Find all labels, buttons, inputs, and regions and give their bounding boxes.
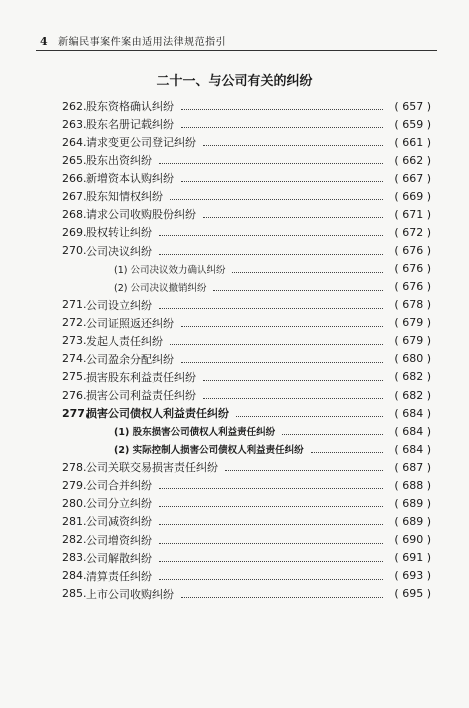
entry-page: ( 667 ) (394, 171, 431, 185)
table-of-contents (62, 97, 431, 603)
entry-page: ( 688 ) (394, 478, 431, 492)
toc-entry[interactable] (62, 242, 431, 260)
entry-number: 271. (62, 298, 87, 312)
entry-title: 公司合并纠纷 (86, 479, 152, 493)
entry-title: 公司增资纠纷 (86, 533, 152, 547)
dot-leader (181, 361, 383, 363)
dot-leader (203, 216, 383, 218)
entry-number: 269. (62, 225, 87, 239)
entry-title: 公司减资纠纷 (86, 515, 152, 529)
toc-entry[interactable] (62, 314, 431, 332)
dot-leader (181, 325, 383, 327)
entry-page: ( 684 ) (394, 406, 431, 420)
toc-subentry[interactable] (62, 260, 431, 278)
entry-page: ( 684 ) (394, 442, 431, 456)
entry-title: (1) 股东损害公司债权人利益责任纠纷 (114, 427, 276, 439)
entry-page: ( 679 ) (394, 334, 431, 348)
dot-leader (181, 108, 383, 110)
entry-title: 公司设立纠纷 (86, 298, 152, 312)
entry-title: 损害公司债权人利益责任纠纷 (86, 407, 229, 421)
entry-page: ( 676 ) (394, 244, 431, 258)
entry-page: ( 691 ) (394, 551, 431, 565)
dot-leader (232, 271, 383, 273)
entry-number: 262. (62, 99, 87, 113)
entry-title: 清算责任纠纷 (86, 569, 152, 583)
entry-title: 公司决议纠纷 (86, 244, 152, 258)
entry-title: 请求公司收购股份纠纷 (86, 208, 196, 222)
toc-entry[interactable] (62, 187, 431, 205)
dot-leader (159, 505, 383, 507)
entry-number: 272. (62, 316, 87, 330)
entry-title: 股东出资纠纷 (86, 154, 152, 168)
dot-leader (159, 307, 383, 309)
entry-page: ( 657 ) (394, 99, 431, 113)
entry-page: ( 682 ) (394, 370, 431, 384)
toc-subentry[interactable] (62, 422, 431, 440)
dot-leader (159, 523, 383, 525)
entry-page: ( 672 ) (394, 225, 431, 239)
entry-number: 267. (62, 189, 87, 203)
entry-page: ( 679 ) (394, 316, 431, 330)
entry-number: 285. (62, 587, 87, 601)
dot-leader (236, 415, 383, 417)
entry-page: ( 689 ) (394, 514, 431, 528)
entry-page: ( 693 ) (394, 569, 431, 583)
entry-title: 股东名册记载纠纷 (86, 118, 174, 132)
entry-title: 公司解散纠纷 (86, 551, 152, 565)
entry-title: 公司关联交易损害责任纠纷 (86, 461, 218, 475)
entry-page: ( 662 ) (394, 153, 431, 167)
dot-leader (170, 198, 383, 200)
entry-page: ( 687 ) (394, 460, 431, 474)
entry-page: ( 676 ) (394, 280, 431, 294)
entry-page: ( 661 ) (394, 135, 431, 149)
dot-leader (203, 397, 383, 399)
entry-title: 新增资本认购纠纷 (86, 172, 174, 186)
entry-number: 284. (62, 569, 87, 583)
entry-title: 上市公司收购纠纷 (86, 587, 174, 601)
dot-leader (181, 180, 383, 182)
toc-entry[interactable] (62, 350, 431, 368)
dot-leader (181, 126, 383, 128)
entry-number: 265. (62, 153, 87, 167)
toc-entry[interactable] (62, 585, 431, 603)
toc-entry[interactable] (62, 223, 431, 241)
entry-title: 损害股东利益责任纠纷 (86, 370, 196, 384)
toc-entry[interactable] (62, 512, 431, 530)
dot-leader (213, 289, 383, 291)
entry-title: 公司证照返还纠纷 (86, 316, 174, 330)
toc-entry[interactable] (62, 458, 431, 476)
entry-number: 276. (62, 388, 87, 402)
toc-entry[interactable] (62, 97, 431, 115)
dot-leader (159, 234, 383, 236)
entry-number: 278. (62, 460, 87, 474)
entry-number: 281. (62, 514, 87, 528)
entry-title: (2) 实际控制人损害公司债权人利益责任纠纷 (114, 445, 304, 457)
toc-entry[interactable] (62, 368, 431, 386)
entry-page: ( 695 ) (394, 587, 431, 601)
toc-subentry[interactable] (62, 440, 431, 458)
toc-entry[interactable] (62, 494, 431, 512)
toc-entry[interactable] (62, 386, 431, 404)
entry-title: 发起人责任纠纷 (86, 334, 163, 348)
entry-number: 275. (62, 370, 87, 384)
dot-leader (203, 379, 383, 381)
entry-number: 268. (62, 207, 87, 221)
toc-entry[interactable] (62, 133, 431, 151)
dot-leader (170, 343, 383, 345)
toc-entry[interactable] (62, 115, 431, 133)
entry-title: 请求变更公司登记纠纷 (86, 136, 196, 150)
entry-title: 股权转让纠纷 (86, 226, 152, 240)
toc-entry[interactable] (62, 205, 431, 223)
entry-number: 263. (62, 117, 87, 131)
section-title: 二十一、与公司有关的纠纷 (156, 74, 313, 89)
entry-page: ( 690 ) (394, 533, 431, 547)
entry-number: 273. (62, 334, 87, 348)
toc-entry[interactable] (62, 404, 431, 422)
toc-entry[interactable] (62, 476, 431, 494)
entry-number: 270. (62, 244, 87, 258)
book-title: 新编民事案件案由适用法律规范指引 (58, 37, 227, 48)
toc-entry[interactable] (62, 151, 431, 169)
entry-title: 损害公司利益责任纠纷 (86, 389, 196, 403)
toc-entry[interactable] (62, 531, 431, 549)
entry-title: (2) 公司决议撤销纠纷 (114, 282, 207, 294)
entry-page: ( 676 ) (394, 262, 431, 276)
entry-page: ( 678 ) (394, 298, 431, 312)
entry-page: ( 684 ) (394, 424, 431, 438)
dot-leader (159, 578, 383, 580)
toc-entry[interactable] (62, 296, 431, 314)
dot-leader (159, 253, 383, 255)
dot-leader (181, 596, 383, 598)
entry-number: 283. (62, 551, 87, 565)
entry-page: ( 669 ) (394, 189, 431, 203)
entry-number: 264. (62, 135, 87, 149)
toc-entry[interactable] (62, 549, 431, 567)
page-number: 4 (40, 35, 49, 48)
toc-entry[interactable] (62, 169, 431, 187)
dot-leader (225, 469, 383, 471)
dot-leader (159, 487, 383, 489)
entry-page: ( 659 ) (394, 117, 431, 131)
entry-number: 279. (62, 478, 87, 492)
dot-leader (203, 144, 383, 146)
entry-title: 公司盈余分配纠纷 (86, 352, 174, 366)
entry-number: 266. (62, 171, 87, 185)
entry-title: 公司分立纠纷 (86, 497, 152, 511)
entry-page: ( 682 ) (394, 388, 431, 402)
entry-page: ( 671 ) (394, 207, 431, 221)
dot-leader (159, 542, 383, 544)
toc-entry[interactable] (62, 567, 431, 585)
entry-number: 280. (62, 496, 87, 510)
entry-title: (1) 公司决议效力确认纠纷 (114, 264, 226, 276)
running-header (40, 33, 226, 48)
entry-title: 股东资格确认纠纷 (86, 100, 174, 114)
toc-entry[interactable] (62, 332, 431, 350)
entry-page: ( 689 ) (394, 496, 431, 510)
entry-page: ( 680 ) (394, 352, 431, 366)
entry-title: 股东知情权纠纷 (86, 190, 163, 204)
dot-leader (282, 433, 383, 435)
header-rule (36, 50, 437, 51)
toc-subentry[interactable] (62, 278, 431, 296)
dot-leader (159, 560, 383, 562)
dot-leader (159, 162, 383, 164)
dot-leader (311, 451, 383, 453)
entry-number: 277. (62, 406, 90, 420)
entry-number: 282. (62, 533, 87, 547)
entry-number: 274. (62, 352, 87, 366)
